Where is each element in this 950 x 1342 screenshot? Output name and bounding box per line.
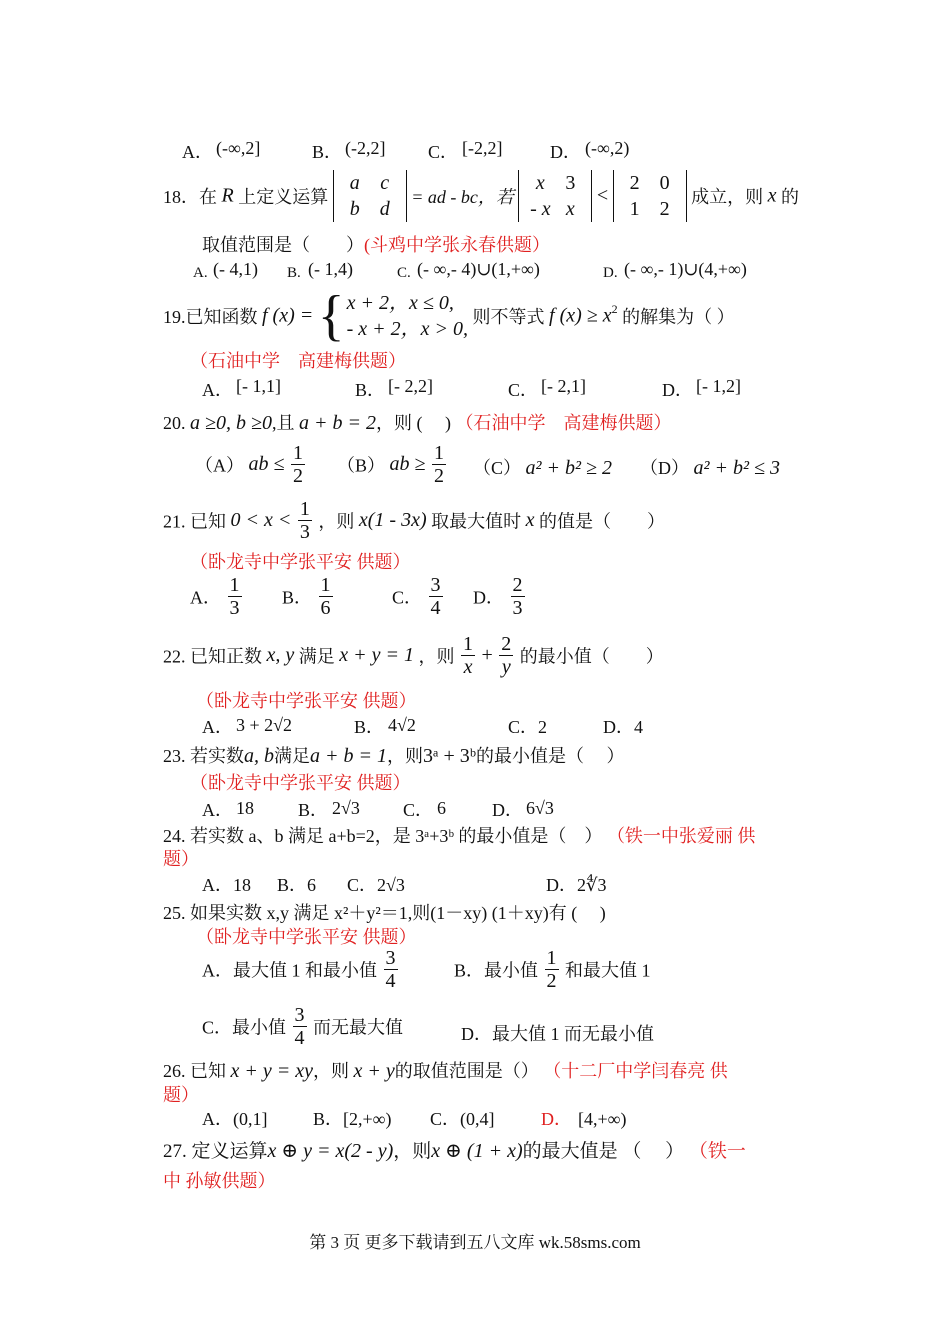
q18-det1-b: b: [349, 198, 360, 220]
q22-b-expr: 4√2: [388, 715, 416, 735]
q21-source: （卧龙寺中学张平安 供题）: [190, 552, 411, 572]
q23-source: （卧龙寺中学张平安 供题）: [190, 773, 411, 793]
q19-opt-d: D．: [662, 380, 693, 400]
q21-a-num: 1: [229, 574, 240, 596]
q18-lt: <: [596, 184, 609, 207]
q23-vars: a, b: [244, 745, 274, 767]
q21-c-num: 3: [430, 574, 441, 596]
q23-a-label: A．: [202, 800, 233, 820]
q21-text2: ，则: [318, 511, 355, 532]
q20-a-num: 1: [292, 442, 303, 464]
q18-det1-c: c: [380, 172, 390, 194]
q19-text2: 则不等式: [472, 307, 545, 327]
q20-text2: ，则 ( ): [375, 413, 451, 433]
q19-expr-d: [- 1,2]: [696, 376, 741, 396]
q19-text3: 的解集为（ ）: [622, 307, 735, 327]
q20-cond2: a + b = 2: [298, 412, 376, 434]
q19-expr-a: [- 1,1]: [236, 376, 281, 396]
q21-c-den: 4: [430, 597, 441, 619]
q19-expr-b: [- 2,2]: [388, 376, 433, 396]
q23-text3: ，则: [387, 746, 423, 766]
q17-a-label: A．: [182, 142, 213, 162]
q22-c-label: C．2: [508, 717, 548, 737]
q18-text2: 成立，则: [691, 187, 764, 207]
q26-cond: x + y = xy: [230, 1060, 313, 1082]
q21-b-frac: [319, 574, 333, 619]
q21-opt-c: [392, 574, 445, 619]
q18-stem: [163, 170, 799, 222]
q18-det1-a: a: [349, 172, 360, 194]
q27-stem: [163, 1140, 746, 1163]
q27-text3: 的最大值是 （ ）: [522, 1141, 685, 1162]
q18-det2-d: x: [565, 198, 575, 220]
q21-d-label: D．: [473, 587, 504, 608]
q27-source1: （铁一: [688, 1141, 746, 1162]
q22-text3: ，则: [418, 646, 455, 667]
q25-opt-b: [454, 947, 651, 992]
q18-det2-c: - x: [530, 198, 551, 220]
q17-a-expr: (-∞,2]: [216, 138, 261, 158]
q23-text2: 满足: [274, 746, 310, 766]
q21-opt-d: [473, 574, 527, 619]
q18-det3-d: 2: [659, 198, 670, 220]
q20-b-den: 2: [434, 465, 444, 487]
q21-opt-a: [190, 574, 244, 619]
q21-x: x: [525, 509, 535, 531]
q26-b: B．[2,+∞): [313, 1109, 392, 1129]
q20-opt-d: [640, 454, 780, 480]
q18-det3: [613, 170, 687, 222]
q25-options-row1: [0, 947, 950, 1001]
q19-opt-a: A．: [202, 380, 233, 400]
q20-a-den: 2: [292, 465, 303, 487]
q18-source: (斗鸡中学张永春供题）: [364, 235, 550, 255]
q21-a-den: 3: [229, 597, 240, 619]
q25-c-num: 3: [294, 1004, 305, 1026]
q25-a-label: A．最大值 1 和最小值: [202, 960, 377, 981]
q22-text4: 的最小值（ ）: [519, 646, 664, 667]
q22-frac1: [461, 633, 475, 678]
q24-line1: [163, 825, 755, 847]
q22-source: （卧龙寺中学张平安 供题）: [196, 691, 417, 711]
q22-a-expr: 3 + 2√2: [236, 715, 293, 735]
q18-det1-d: d: [379, 198, 390, 220]
q20-a-expr: ab ≤: [248, 453, 285, 475]
q20-opt-c: [473, 454, 612, 480]
q23-b-label: B．: [298, 800, 329, 820]
q26-source1: （十二厂中学闫春亮 供: [543, 1061, 728, 1081]
q18-line2-text: 取值范围是（ ）: [202, 235, 364, 255]
q21-options: [0, 574, 950, 628]
q20-c-expr: a² + b² ≥ 2: [525, 457, 612, 479]
q23-d-expr: 6√3: [526, 798, 554, 818]
q26-text3: 的取值范围是（）: [394, 1061, 539, 1081]
q21-b-label: B．: [282, 587, 313, 608]
q25-b-num: 1: [546, 947, 557, 969]
q18-opt-b: B.: [287, 265, 301, 281]
q19-case2: - x + 2，x > 0,: [346, 318, 469, 340]
q17-b-expr: (-2,2]: [345, 138, 386, 158]
q27-expr1: x ⊕ y = x(2 - y): [267, 1140, 394, 1162]
q25-a-num: 3: [385, 947, 396, 969]
q21-cond: 0 < x <: [230, 509, 292, 531]
q25-c-label: C．最小值: [202, 1017, 287, 1038]
q21-num: 21. 已知: [163, 511, 226, 532]
q26-text2: ，则: [313, 1061, 349, 1081]
q25-b-tail: 和最大值 1: [565, 960, 651, 981]
q19-case1: x + 2，x ≤ 0,: [346, 292, 454, 314]
q25-options-row2: [0, 1004, 950, 1058]
q25-opt-c: [202, 1004, 403, 1049]
q18-opt-c: C.: [397, 265, 411, 281]
q25-source: （卧龙寺中学张平安 供题）: [196, 927, 417, 947]
q23-cond: a + b = 1: [310, 745, 387, 767]
q20-source: （石油中学 高建梅供题）: [455, 413, 672, 433]
q23-c-expr: 6: [437, 798, 446, 818]
q25-b-frac: [545, 947, 559, 992]
q20-a-label: （A）: [195, 455, 244, 476]
q21-a-frac: [228, 574, 242, 619]
q23-b-expr: 2√3: [332, 798, 360, 818]
q20-opt-b: [337, 442, 448, 487]
q21-c-label: C．: [392, 587, 423, 608]
q19-opt-b: B．: [355, 380, 386, 400]
q20-opt-a: [195, 442, 307, 487]
q17-b-label: B．: [312, 142, 343, 162]
q23-text4: 的最小值是（ ）: [475, 746, 625, 766]
q25-a-den: 4: [385, 970, 396, 992]
q21-text3: 取最大值时: [431, 511, 522, 532]
q19-expr-c: [- 2,1]: [541, 376, 586, 396]
q20-options: [0, 442, 950, 496]
q22-frac2: [499, 633, 513, 678]
q24-b: B．6: [277, 875, 317, 895]
q18-opt-d: D.: [603, 265, 618, 281]
q18-r: R: [221, 184, 234, 207]
q17-c-expr: [-2,2]: [462, 138, 503, 158]
q19-num: 19.已知函数: [163, 307, 258, 327]
q21-a-label: A．: [190, 587, 221, 608]
q27-num: 27. 定义运算: [163, 1141, 268, 1162]
q18-text1: 上定义运算: [238, 187, 329, 207]
q20-b-frac: [432, 442, 446, 487]
q25-c-frac: [293, 1004, 307, 1049]
q25-opt-a: [202, 947, 400, 992]
q23-expr: 3ᵃ + 3ᵇ: [423, 745, 476, 767]
q18-det3-c: 1: [629, 198, 640, 220]
q18-eq: = ad - bc，若: [411, 187, 514, 207]
q19-opt-c: C．: [508, 380, 539, 400]
q18-opt-a: A.: [193, 265, 208, 281]
q19-ineq: f (x) ≥ x: [549, 304, 612, 327]
q21-d-den: 3: [512, 597, 523, 619]
q22-plus: +: [481, 644, 493, 666]
q22-num: 22. 已知正数: [163, 646, 262, 667]
q18-expr-c: (- ∞,- 4)∪(1,+∞): [417, 259, 540, 279]
q18-line2: [202, 234, 550, 256]
q22-f1d: x: [463, 656, 473, 678]
q26-stem: [163, 1060, 728, 1082]
q26-a: A．(0,1]: [202, 1109, 268, 1129]
q17-c-label: C．: [428, 142, 459, 162]
q19-source: （石油中学 高建梅供题）: [190, 351, 406, 371]
q17-d-label: D．: [550, 142, 581, 162]
q20-c-label: （C）: [473, 458, 522, 478]
q22-d-label: D．4: [603, 717, 643, 737]
q21-expr: x(1 - 3x): [358, 509, 427, 531]
q26-c: C．(0,4]: [430, 1109, 495, 1129]
q18-expr-a: (- 4,1): [213, 259, 258, 279]
q22-stem: [163, 633, 664, 678]
q21-b-den: 6: [320, 597, 331, 619]
q19-brace: {: [317, 285, 345, 347]
q25-stem: 25. 如果实数 x,y 满足 x²＋y²＝1,则(1－xy) (1＋xy)有 ( ): [163, 903, 606, 923]
q18-expr-b: (- 1,4): [308, 259, 353, 279]
q22-f2n: 2: [501, 633, 512, 655]
q20-d-label: （D）: [640, 458, 689, 478]
q19-cases: [347, 290, 468, 342]
q21-fd: 3: [299, 521, 310, 543]
q21-b-num: 1: [320, 574, 331, 596]
q18-det3-a: 2: [629, 172, 640, 194]
q26-d-expr: [4,+∞): [578, 1109, 627, 1129]
q27-text2: ，则: [393, 1141, 432, 1162]
q21-d-num: 2: [512, 574, 523, 596]
q21-frac: [298, 498, 312, 543]
q18-det3-b: 0: [659, 172, 670, 194]
q23-num: 23. 若实数: [163, 746, 244, 766]
q25-a-frac: [384, 947, 398, 992]
q26-num: 26. 已知: [163, 1061, 226, 1081]
q19-stem: [163, 285, 735, 347]
q24-c: C．2√3: [347, 875, 405, 895]
q22-a-label: A．: [202, 717, 233, 737]
q20-b-label: （B）: [337, 455, 386, 476]
q20-a-frac: [291, 442, 305, 487]
q18-det2-b: 3: [565, 172, 576, 194]
q25-c-den: 4: [294, 1027, 305, 1049]
q20-b-num: 1: [434, 442, 444, 464]
q23-a-expr: 18: [236, 798, 254, 818]
q18-det2: [518, 170, 592, 222]
q21-text4: 的值是（ ）: [539, 511, 665, 532]
q20-text1: ,且: [271, 413, 295, 433]
q19-fx: f (x) =: [262, 304, 314, 327]
q21-c-frac: [429, 574, 443, 619]
q22-text2: 满足: [298, 646, 335, 667]
q17-d-expr: (-∞,2): [585, 138, 630, 158]
q22-b-label: B．: [354, 717, 385, 737]
q22-f1n: 1: [463, 633, 474, 655]
q26-expr: x + y: [353, 1060, 395, 1082]
q24-stem: 24. 若实数 a、b 满足 a+b=2，是 3ᵃ+3ᵇ 的最小值是（ ）: [163, 826, 603, 846]
q21-stem: [163, 498, 665, 543]
q23-c-label: C．: [403, 800, 434, 820]
q21-d-frac: [511, 574, 525, 619]
q19-sq: 2: [611, 302, 618, 317]
q24-a: A．18: [202, 875, 251, 895]
q26-d-label: D．: [541, 1109, 572, 1129]
q20-b-expr: ab ≥: [389, 453, 426, 475]
q24-d: D．2∜3: [546, 875, 607, 895]
q24-source2: 题）: [163, 849, 199, 869]
q23-stem: [163, 745, 624, 767]
q20-stem: [163, 412, 671, 434]
q20-num: 20.: [163, 413, 186, 433]
q21-fn: 1: [299, 498, 310, 520]
q21-opt-b: [282, 574, 335, 619]
q26-source2: 题）: [163, 1085, 199, 1105]
q25-opt-d: D．最大值 1 而无最小值: [461, 1024, 654, 1044]
page-footer: 第 3 页 更多下载请到五八文库 wk.58sms.com: [309, 1233, 641, 1252]
q18-expr-d: (- ∞,- 1)∪(4,+∞): [624, 259, 747, 279]
q25-b-label: B．最小值: [454, 960, 539, 981]
q25-c-tail: 而无最大值: [313, 1017, 404, 1038]
q27-source2: 中 孙敏供题）: [163, 1171, 276, 1191]
q27-expr2: x ⊕ (1 + x): [431, 1140, 523, 1162]
q18-det1: [333, 170, 407, 222]
q22-f2d: y: [501, 656, 511, 678]
q22-vars: x, y: [266, 644, 295, 666]
q25-b-den: 2: [546, 970, 557, 992]
q20-cond: a ≥0, b ≥0: [190, 412, 272, 434]
q18-text3: 的: [781, 187, 800, 207]
q23-d-label: D．: [492, 800, 523, 820]
q20-d-expr: a² + b² ≤ 3: [693, 457, 780, 479]
q18-det2-a: x: [535, 172, 545, 194]
q22-cond: x + y = 1: [339, 644, 415, 666]
q18-x: x: [767, 184, 777, 207]
q24-source1: （铁一中张爱丽 供: [606, 826, 756, 846]
q18-num: 18．在: [163, 187, 217, 207]
